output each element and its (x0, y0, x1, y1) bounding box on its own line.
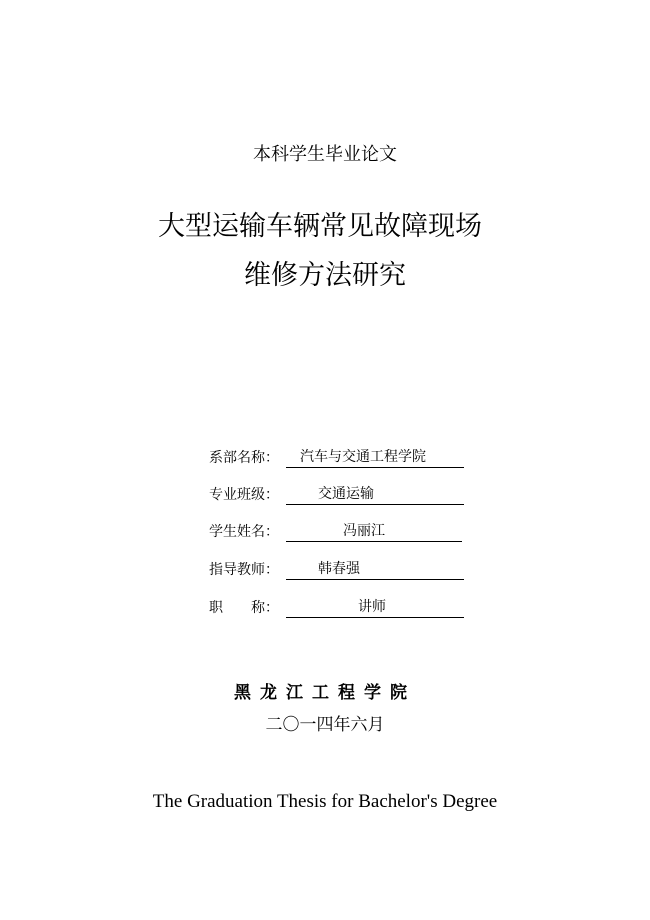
advisor-value: 韩春强 (286, 559, 464, 580)
advisor-label: 指导教师： (209, 562, 279, 578)
class-label: 专业班级： (209, 487, 279, 503)
academic-title-label: 职 称： (209, 600, 279, 616)
submission-date: 二〇一四年六月 (265, 715, 385, 735)
school-name: 黑龙江工程学院 (234, 683, 416, 703)
degree-type-heading: 本科学生毕业论文 (253, 144, 397, 165)
student-name-value: 冯丽江 (286, 521, 462, 542)
english-subtitle: The Graduation Thesis for Bachelor's Degree (152, 791, 498, 812)
thesis-title-line-1: 大型运输车辆常见故障现场 (158, 211, 482, 242)
department-label: 系部名称： (209, 450, 279, 466)
thesis-title-line-2: 维修方法研究 (244, 260, 406, 291)
student-name-label: 学生姓名： (209, 524, 279, 540)
academic-title-value: 讲师 (286, 597, 464, 618)
department-value: 汽车与交通工程学院 (286, 447, 464, 468)
class-value: 交通运输 (286, 484, 464, 505)
